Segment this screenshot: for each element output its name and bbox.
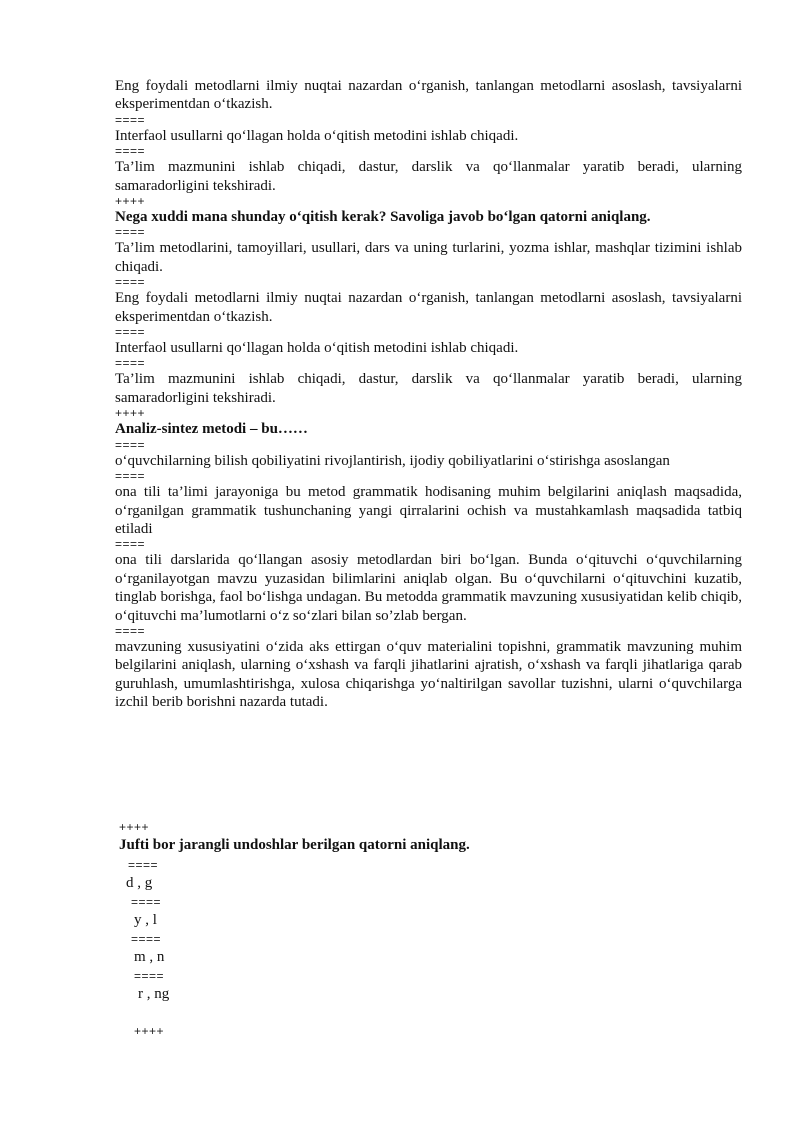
answer-option: Eng foydali metodlarni ilmiy nuqtai nazardan o‘rganish, tanlangan metodlarni asoslash, tavsiyalarni eksperimentdan o‘tkazish.	[115, 78, 742, 113]
question-text: Nega xuddi mana shunday o‘qitish kerak? Savoliga javob bo‘lgan qatorni aniqlang.	[115, 209, 651, 226]
answer-option: Interfaol usullarni qo‘llagan holda o‘qitish metodini ishlab chiqadi.	[115, 127, 519, 144]
answer-option: Ta’lim metodlarini, tamoyillari, usullari, dars va uning turlarini, yozma ishlar, mashqlar tizimini ishlab chiqadi.	[115, 240, 742, 275]
answer-option: m , n	[134, 949, 165, 965]
separator-plus: ++++	[115, 194, 146, 209]
separator-equals: ====	[115, 144, 146, 159]
separator-equals: ====	[131, 895, 162, 909]
answer-option: ona tili darslarida qo‘llangan asosiy metodlardan biri bo‘lgan. Bunda o‘qituvchi o‘quvchilarning o‘rganilayotgan mavzu yuzasidan bilimlarini aniqlab olgan. Bu o‘quvchilarni o‘qituvchini kuzatib, tinglab borishga, faol bo‘lishga undagan. Bu metodda grammatik mavzuning xususiyatidan kelib chiqib, o‘qituvchi ma’lumotlarni o‘z so‘zlari bilan so’zlab bergan.	[115, 552, 742, 624]
question-text: Analiz-sintez metodi – bu……	[115, 421, 308, 438]
separator-equals: ====	[115, 437, 146, 452]
answer-option: Ta’lim mazmunini ishlab chiqadi, dastur, darslik va qo‘llanmalar yaratib beradi, ularning samaradorligini tekshiradi.	[115, 371, 742, 406]
answer-option: Eng foydali metodlarni ilmiy nuqtai nazardan o‘rganish, tanlangan metodlarni asoslash, tavsiyalarni eksperimentdan o‘tkazish.	[115, 290, 742, 325]
question-text: Jufti bor jarangli undoshlar berilgan qatorni aniqlang.	[119, 837, 470, 853]
answer-option: o‘quvchilarning bilish qobiliyatini rivojlantirish, ijodiy qobiliyatlarini o‘stirishga asoslangan	[115, 452, 670, 469]
separator-equals: ====	[115, 469, 146, 484]
answer-option: y , l	[134, 912, 157, 928]
separator-equals: ====	[115, 325, 146, 340]
separator-plus: ++++	[119, 820, 150, 834]
separator-plus: ++++	[134, 1024, 165, 1038]
test-content	[115, 77, 742, 712]
separator-equals: ====	[115, 225, 146, 240]
answer-option: r , ng	[138, 986, 170, 1002]
separator-equals: ====	[134, 969, 165, 983]
separator-equals: ====	[131, 932, 162, 946]
answer-option: Interfaol usullarni qo‘llagan holda o‘qitish metodini ishlab chiqadi.	[115, 340, 519, 357]
answer-option: d , g	[126, 875, 153, 891]
answer-option: ona tili ta’limi jarayoniga bu metod grammatik hodisaning muhim belgilarini aniqlash maqsadida, o‘rganilgan grammatik tushunchaning yangi qirralarini ochish va mustahkamlash maqsadida tatbiq etiladi	[115, 484, 742, 537]
separator-equals: ====	[115, 537, 146, 552]
answer-option: Ta’lim mazmunini ishlab chiqadi, dastur, darslik va qo‘llanmalar yaratib beradi, ularning samaradorligini tekshiradi.	[115, 159, 742, 194]
separator-equals: ====	[115, 275, 146, 290]
separator-plus: ++++	[115, 406, 146, 421]
separator-equals: ====	[115, 356, 146, 371]
separator-equals: ====	[128, 858, 159, 872]
separator-equals: ====	[115, 112, 146, 127]
answer-option: mavzuning xususiyatini o‘zida aks ettirgan o‘quv materialini topishni, grammatik mavzuning muhim belgilarini aniqlash, ularning o‘xshash va farqli jihatlarini ajratish, o‘xshash va farqli jihatlariga qarab guruhlash, umumlashtirishga, xulosa chiqarishga yo‘naltirilgan savollar tuzishni, ularni o‘quvchilarga izchil berib borishni nazarda tutadi.	[115, 638, 742, 711]
separator-equals: ====	[115, 623, 146, 638]
